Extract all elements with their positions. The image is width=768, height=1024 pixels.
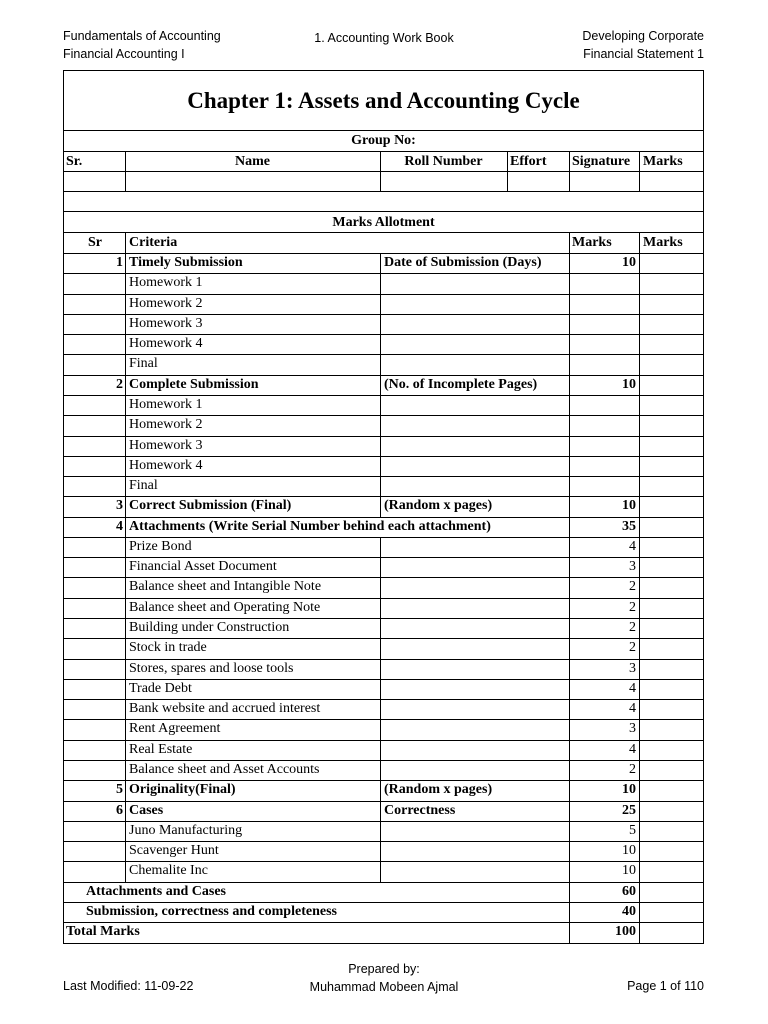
row-criteria: Bank website and accrued interest [129,701,321,717]
row-marks: 2 [629,579,636,595]
course-subtitle: Financial Accounting I [63,47,185,61]
course-title: Fundamentals of Accounting [63,29,221,43]
row-divider [63,354,704,355]
row-marks: 2 [629,762,636,777]
group-col-sr: Sr. [66,154,83,169]
row-marks: 10 [622,843,636,859]
row-marks: 4 [629,741,636,757]
row-criteria: Final [129,356,158,372]
row-detail: (Random x pages) [384,498,493,514]
col-line [569,882,570,943]
row-criteria: Balance sheet and Intangible Note [129,579,322,595]
row-criteria: Juno Manufacturing [129,822,243,838]
group-col-name: Name [235,154,270,169]
allotment-col-marks-obtained: Marks [643,235,683,250]
module-title: Developing Corporate [582,29,704,43]
doc-header-center: 1. Accounting Work Book [314,31,454,45]
row-criteria: Financial Asset Document [129,559,277,575]
row-sr: 6 [116,802,123,818]
group-row-divider [63,191,704,192]
title-divider [63,130,704,131]
row-marks: 3 [629,660,636,676]
row-sr: 2 [116,376,123,392]
row-marks: 3 [629,559,636,575]
group-header-divider [63,171,704,172]
row-detail: (No. of Incomplete Pages) [384,376,538,392]
row-criteria: Homework 3 [129,437,203,453]
marks-allotment-title: Marks Allotment [332,215,435,230]
row-criteria: Originality(Final) [129,782,236,798]
row-criteria: Real Estate [129,741,193,757]
row-criteria: Homework 4 [129,336,203,352]
row-criteria: Rent Agreement [129,721,221,737]
row-criteria: Homework 2 [129,417,203,433]
group-no-label: Group No: [351,133,416,148]
group-col-signature: Signature [572,154,631,169]
author-name: Muhammad Mobeen Ajmal [309,980,459,994]
row-marks: 2 [629,620,636,636]
row-marks: 10 [622,498,636,514]
row-detail: Correctness [384,802,456,818]
row-criteria: Final [129,478,158,494]
row-criteria: Prize Bond [129,538,192,554]
row-marks: 2 [629,599,636,615]
page-number: Page 1 of 110 [627,979,704,993]
row-criteria: Chemalite Inc [129,863,208,879]
row-marks: 4 [629,680,636,696]
group-divider [63,151,704,152]
col-line [380,537,381,882]
row-criteria: Homework 1 [129,396,203,412]
doc-header-right [582,27,704,63]
row-divider [63,476,704,477]
row-criteria: Attachments (Write Serial Number behind each attachment) [129,518,491,534]
row-sr: 3 [116,498,123,514]
row-criteria: Balance sheet and Asset Accounts [129,762,320,777]
row-criteria: Stores, spares and loose tools [129,660,294,676]
allotment-title-divider [63,232,704,233]
row-marks: 5 [629,822,636,838]
col-line [569,232,570,882]
row-sr: 1 [116,255,123,270]
row-criteria: Scavenger Hunt [129,843,219,859]
group-col-marks: Marks [643,154,683,169]
col-line [125,232,126,882]
row-marks: 3 [629,721,636,737]
row-criteria: Homework 3 [129,315,203,331]
row-marks: 10 [622,376,636,392]
group-col-effort: Effort [510,154,547,169]
page-title: Chapter 1: Assets and Accounting Cycle [187,88,580,113]
prepared-by-label: Prepared by: [348,962,420,976]
row-criteria: Correct Submission (Final) [129,498,292,514]
last-modified: Last Modified: 11-09-22 [63,979,194,993]
row-criteria: Homework 4 [129,457,203,473]
allotment-col-criteria: Criteria [129,235,178,250]
row-sr: 5 [116,782,123,798]
col-line [639,232,640,882]
row-marks: 2 [629,640,636,656]
row-criteria: Balance sheet and Operating Note [129,599,321,615]
doc-header-left [63,27,221,63]
row-detail: (Random x pages) [384,782,493,798]
row-marks: 4 [629,701,636,717]
allotment-col-sr: Sr [88,235,102,250]
row-criteria: Homework 2 [129,295,203,311]
col-line [380,253,381,517]
row-marks: 10 [622,255,636,270]
summary-label: Attachments and Cases [86,883,226,899]
row-criteria: Trade Debt [129,680,192,696]
row-criteria: Timely Submission [129,255,243,270]
row-marks: 35 [622,518,636,534]
row-marks: 25 [622,802,636,818]
row-criteria: Building under Construction [129,620,290,636]
col-line [639,882,640,943]
row-criteria: Stock in trade [129,640,207,656]
summary-marks: 60 [622,883,636,899]
row-sr: 4 [116,518,123,534]
group-col-roll-number: Roll Number [404,154,483,169]
row-marks: 10 [622,782,636,798]
row-criteria: Complete Submission [129,376,259,392]
summary-label: Submission, correctness and completeness [86,903,337,919]
row-marks: 10 [622,863,636,879]
total-marks-label: Total Marks [66,924,140,940]
summary-marks: 40 [622,903,636,919]
row-criteria: Cases [129,802,164,818]
row-detail: Date of Submission (Days) [384,255,542,270]
blank-row-divider [63,211,704,212]
total-marks-value: 100 [615,924,636,940]
row-marks: 4 [629,538,636,554]
row-criteria: Homework 1 [129,275,203,291]
module-subtitle: Financial Statement 1 [583,47,704,61]
allotment-col-marks: Marks [572,235,612,250]
